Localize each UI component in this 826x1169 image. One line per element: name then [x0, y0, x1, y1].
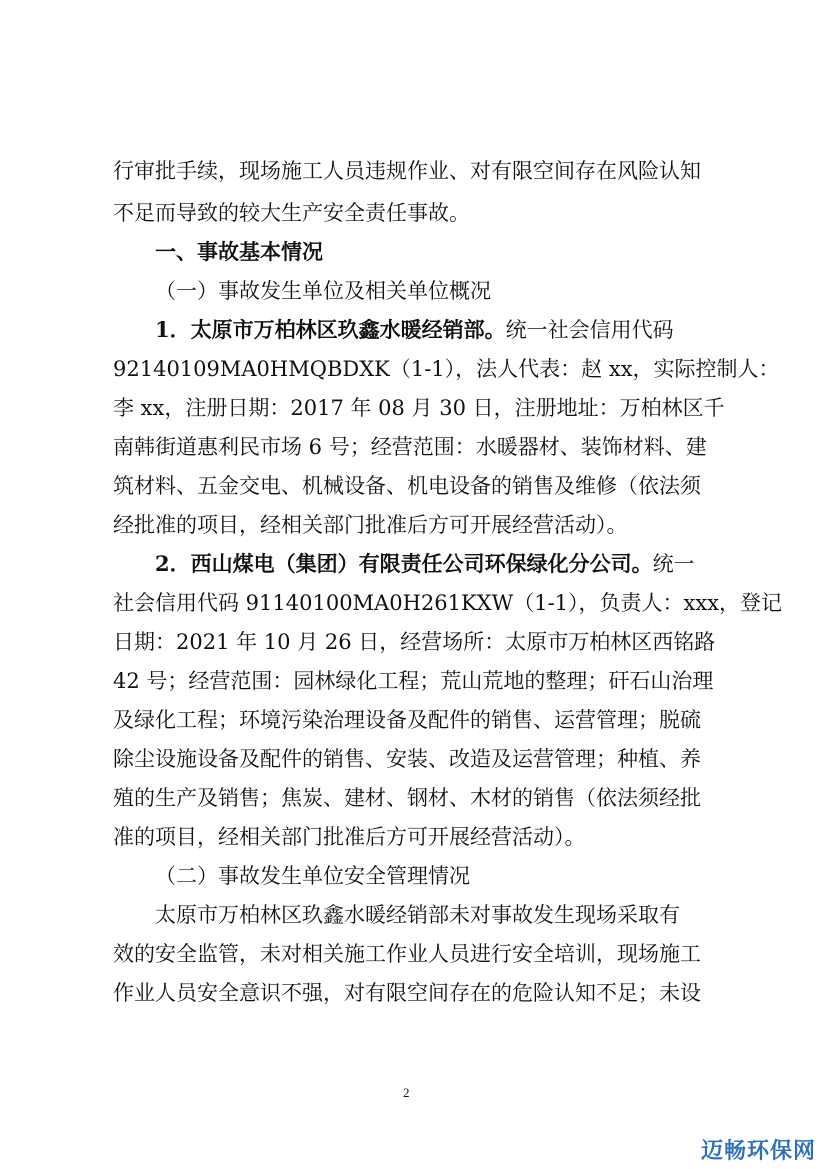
entity-2-line: 及绿化工程；环境污染治理设备及配件的销售、运营管理；脱硫	[113, 708, 701, 732]
body-line: 效的安全监管，未对相关施工作业人员进行安全培训，现场施工	[113, 942, 701, 966]
entity-2-line: 日期：2021 年 10 月 26 日，经营场所：太原市万柏林区西铭路	[113, 630, 716, 654]
entity-1-name: 1．太原市万柏林区玖鑫水暖经销部。	[155, 317, 506, 342]
entity-1-line: 南韩街道惠利民市场 6 号；经营范围：水暖器材、装饰材料、建	[113, 435, 707, 459]
body-line: 行审批手续，现场施工人员违规作业、对有限空间存在风险认知	[113, 159, 701, 183]
entity-2-line: 殖的生产及销售；焦炭、建材、钢材、木材的销售（依法须经批	[113, 786, 701, 810]
entity-1-line: 李 xx，注册日期：2017 年 08 月 30 日，注册地址：万柏林区千	[113, 396, 725, 420]
watermark: 迈畅环保网	[701, 1139, 817, 1164]
subsection-heading: （二）事故发生单位安全管理情况	[155, 864, 470, 888]
entity-2-line: 除尘设施设备及配件的销售、安装、改造及运营管理；种植、养	[113, 747, 701, 771]
section-heading: 一、事故基本情况	[155, 240, 323, 264]
entity-2-line: 社会信用代码 91140100MA0H261KXW（1-1），负责人：xxx，登记	[113, 591, 783, 615]
entity-1-line: 92140109MA0HMQBDXK（1-1），法人代表：赵 xx，实际控制人：	[113, 357, 780, 381]
entity-2-line: 42 号；经营范围：园林绿化工程；荒山荒地的整理；矸石山治理	[113, 669, 714, 693]
entity-2-name: 2．西山煤电（集团）有限责任公司环保绿化分公司。	[155, 551, 653, 576]
subsection-heading: （一）事故发生单位及相关单位概况	[155, 279, 491, 303]
entity-1-line-rest: 统一社会信用代码	[505, 318, 674, 342]
page-number: 2	[403, 1085, 410, 1100]
entity-2-line: 准的项目，经相关部门批准后方可开展经营活动）。	[113, 825, 586, 849]
entity-1-line: 经批准的项目，经相关部门批准后方可开展经营活动）。	[113, 513, 628, 537]
entity-2-first-line	[155, 551, 695, 577]
body-line: 太原市万柏林区玖鑫水暖经销部未对事故发生现场采取有	[155, 903, 680, 927]
body-line: 不足而导致的较大生产安全责任事故。	[113, 201, 470, 225]
entity-1-first-line	[155, 317, 674, 343]
body-line: 作业人员安全意识不强，对有限空间存在的危险认知不足；未设	[113, 981, 701, 1005]
entity-2-line-rest: 统一	[652, 552, 695, 576]
entity-1-line: 筑材料、五金交电、机械设备、机电设备的销售及维修（依法须	[113, 474, 701, 498]
